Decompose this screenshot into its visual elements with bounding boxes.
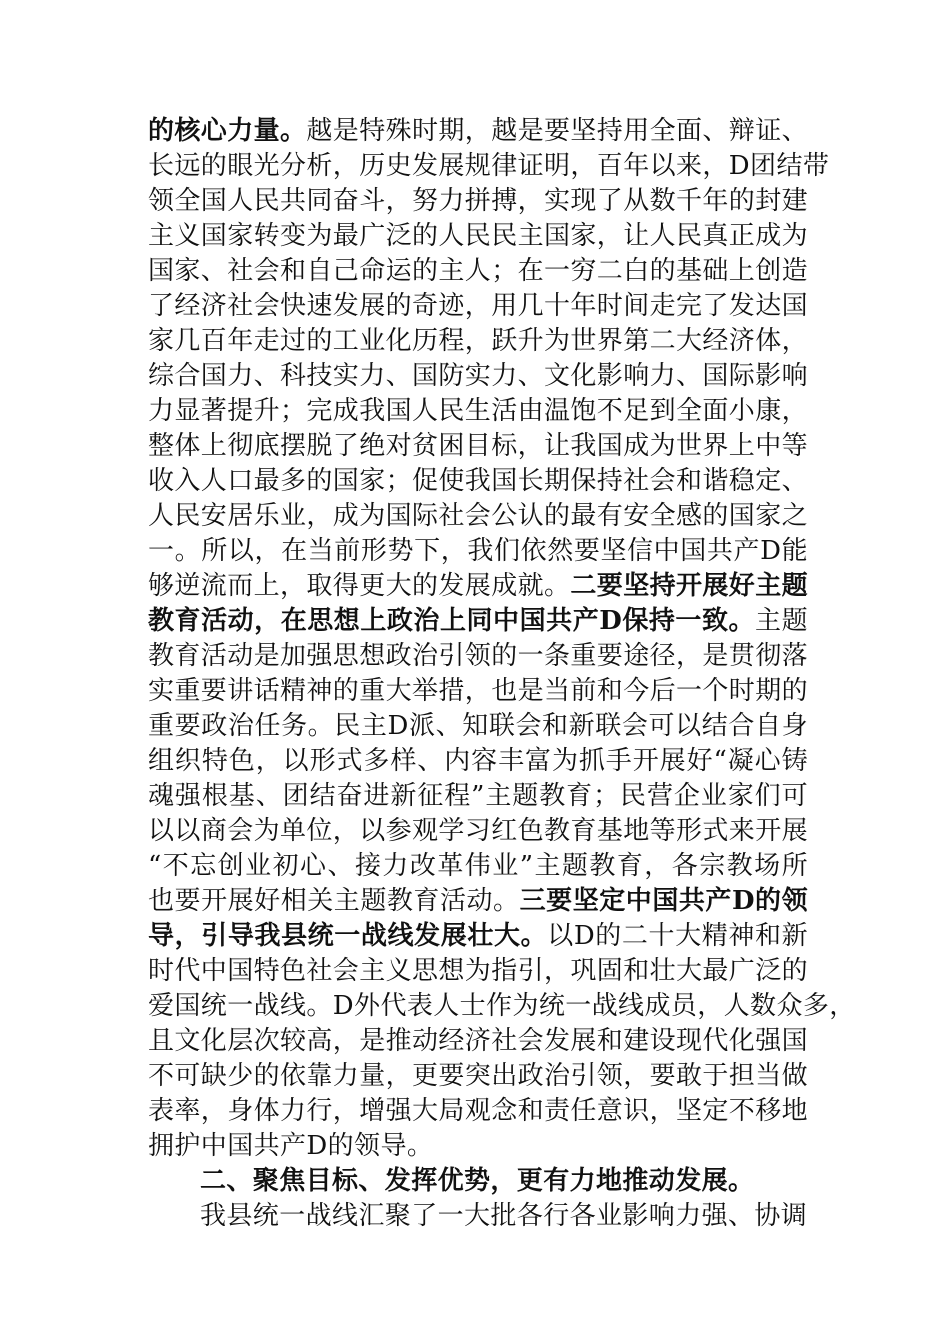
text-run: 不可缺少的依靠力量，更要突出政治引领，要敢于担当做 — [148, 1061, 809, 1091]
bold-text-run: 二要坚持开展好主题 — [570, 571, 809, 601]
text-run: “不忘创业初心、接力改革伟业”主题教育，各宗教场所 — [148, 851, 808, 881]
text-run: 主义国家转变为最广泛的人民民主国家，让人民真正成为 — [148, 221, 809, 251]
text-line — [148, 534, 808, 569]
text-run: 综合国力、科技实力、国防实力、文化影响力、国际影响 — [148, 361, 809, 391]
text-line — [148, 394, 808, 429]
text-line — [148, 1094, 808, 1129]
bold-text-run: 的核心力量。 — [148, 116, 307, 146]
text-run: 魂强根基、团结奋进新征程”主题教育；民营企业家们可 — [148, 781, 808, 811]
text-run: 长远的眼光分析，历史发展规律证明，百年以来，D团结带 — [148, 151, 830, 181]
bold-text-run: 导，引导我县统一战线发展壮大。 — [148, 921, 548, 951]
text-run: 也要开展好相关主题教育活动。 — [148, 886, 520, 916]
text-line — [148, 289, 808, 324]
text-run: 实重要讲话精神的重大举措，也是当前和今后一个时期的 — [148, 676, 809, 706]
text-line — [148, 814, 808, 849]
text-line — [148, 989, 856, 1024]
text-run: 够逆流而上，取得更大的发展成就。 — [148, 571, 571, 601]
text-run: 重要政治任务。民主D派、知联会和新联会可以结合自身 — [148, 711, 808, 741]
paragraph-first-line: 我县统一战线汇聚了一大批各行各业影响力强、协调 — [200, 1201, 808, 1231]
text-run: 领全国人民共同奋斗，努力拼搏，实现了从数千年的封建 — [148, 186, 809, 216]
text-run: 力显著提升；完成我国人民生活由温饱不足到全面小康， — [148, 396, 809, 426]
text-run: 国家、社会和自己命运的主人；在一穷二白的基础上创造 — [148, 256, 809, 286]
text-line — [148, 919, 808, 954]
text-run: 了经济社会快速发展的奇迹，用几十年时间走完了发达国 — [148, 291, 809, 321]
text-run: 组织特色，以形式多样、内容丰富为抓手开展好“凝心铸 — [148, 746, 808, 776]
text-line — [148, 499, 808, 534]
text-line — [148, 219, 808, 254]
text-line — [148, 639, 808, 674]
bold-text-run: 教育活动，在思想上政治上同中国共产D保持一致。 — [148, 606, 756, 636]
document-body — [148, 114, 856, 1234]
text-run: 主题 — [755, 606, 808, 636]
text-run: 以以商会为单位，以参观学习红色教育基地等形式来开展 — [148, 816, 809, 846]
text-run: 越是特殊时期，越是要坚持用全面、辩证、 — [306, 116, 809, 146]
text-run: 一。所以，在当前形势下，我们依然要坚信中国共产D能 — [148, 536, 808, 566]
text-line — [148, 884, 808, 919]
text-line — [148, 604, 808, 639]
text-run: 拥护中国共产D的领导。 — [148, 1131, 434, 1161]
text-line — [148, 1024, 808, 1059]
text-line — [148, 429, 808, 464]
text-run: 家几百年走过的工业化历程，跃升为世界第二大经济体， — [148, 326, 809, 356]
text-line — [148, 744, 808, 779]
text-line — [148, 674, 808, 709]
text-line — [148, 709, 808, 744]
text-line — [148, 1059, 808, 1094]
text-line — [148, 849, 808, 884]
text-run: 收入人口最多的国家；促使我国长期保持社会和谐稳定、 — [148, 466, 809, 496]
body-paragraph — [148, 114, 856, 1164]
text-run: 人民安居乐业，成为国际社会公认的最有安全感的国家之 — [148, 501, 809, 531]
text-run: 表率，身体力行，增强大局观念和责任意识，坚定不移地 — [148, 1096, 809, 1126]
text-line — [148, 184, 808, 219]
text-line — [148, 954, 808, 989]
text-line — [148, 464, 808, 499]
text-line — [148, 569, 808, 604]
text-run: 教育活动是加强思想政治引领的一条重要途径，是贯彻落 — [148, 641, 809, 671]
text-line — [148, 324, 808, 359]
text-line — [148, 779, 808, 814]
text-line — [148, 359, 808, 394]
text-line — [148, 149, 830, 184]
text-run: 以D的二十大精神和新 — [547, 921, 808, 951]
text-run: 时代中国特色社会主义思想为指引，巩固和壮大最广泛的 — [148, 956, 809, 986]
text-run: 且文化层次较高，是推动经济社会发展和建设现代化强国 — [148, 1026, 809, 1056]
section-heading: 二、聚焦目标、发挥优势，更有力地推动发展。 — [200, 1166, 755, 1196]
bold-text-run: 三要坚定中国共产D的领 — [519, 886, 808, 916]
text-line — [148, 1129, 808, 1164]
text-line — [148, 254, 808, 289]
text-run: 爱国统一战线。D外代表人士作为统一战线成员，人数众多， — [148, 991, 856, 1021]
text-run: 整体上彻底摆脱了绝对贫困目标，让我国成为世界上中等 — [148, 431, 809, 461]
text-line — [148, 114, 808, 149]
